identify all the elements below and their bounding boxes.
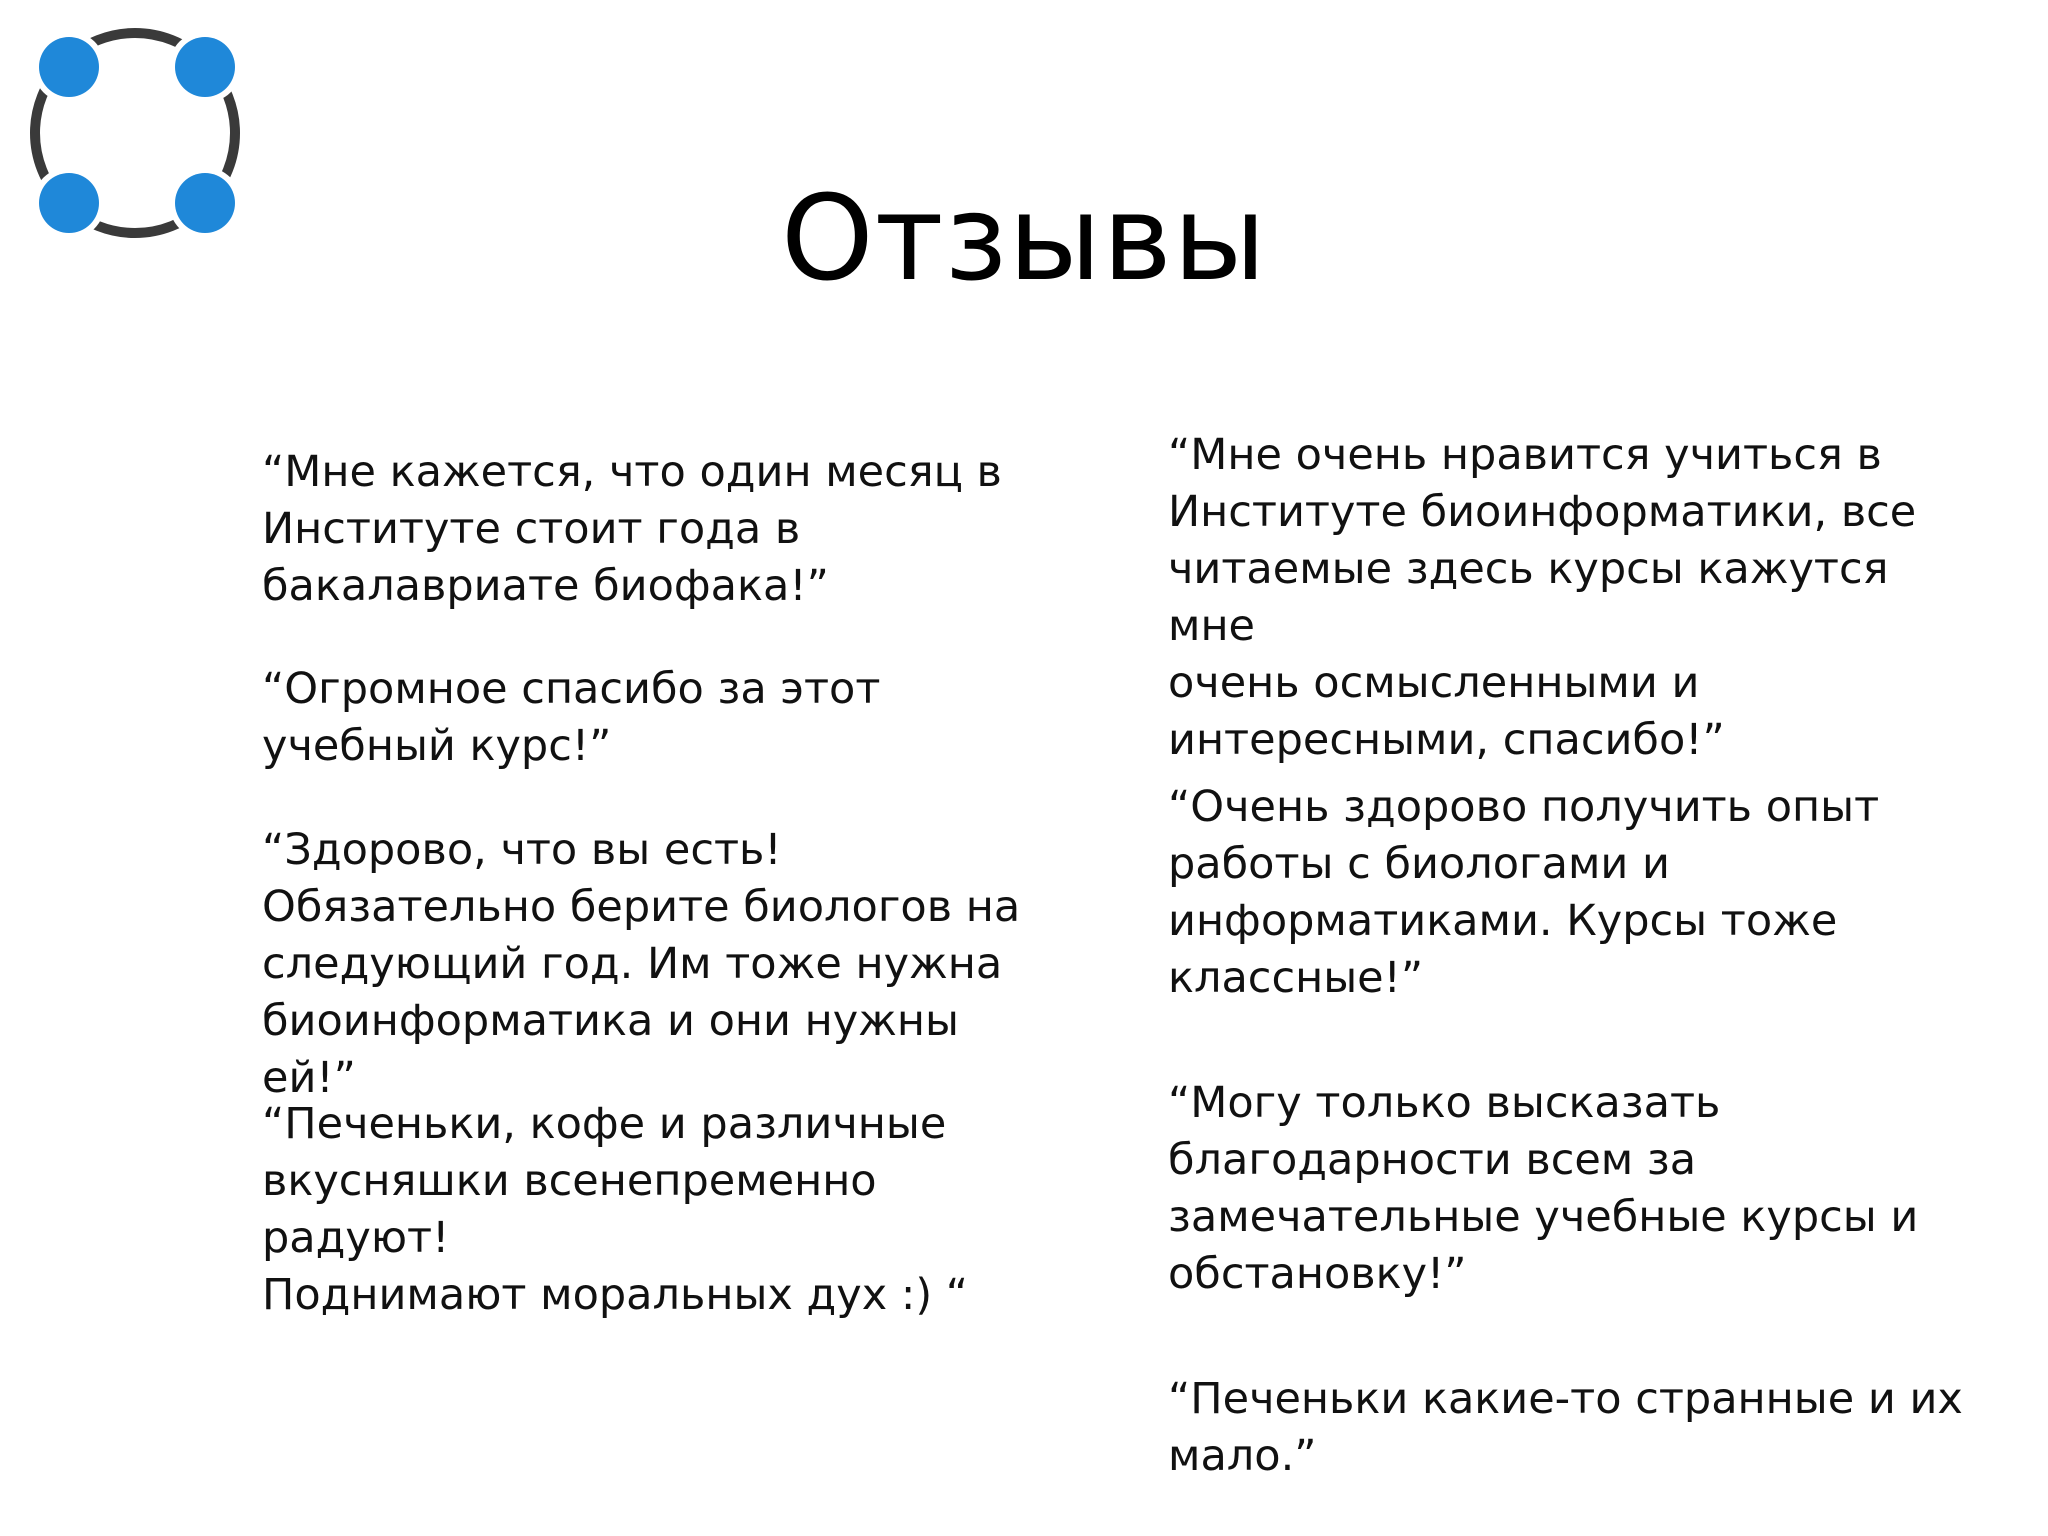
review-quote-right-3: “Могу только высказать благодарности всем за замечательные учебные курсы и обстановку!”: [1168, 1078, 1919, 1299]
review-quote-left-4: “Печеньки, кофе и различные вкусняшки всенепременно радуют! Поднимают моральных дух :) “: [262, 1099, 969, 1320]
slide-title: Отзывы: [780, 169, 1268, 307]
review-quote-right-2: “Очень здорово получить опыт работы с биологами и информатиками. Курсы тоже классные!”: [1168, 782, 1880, 1003]
review-quote-left-1: “Мне кажется, что один месяц в Институте стоит года в бакалавриате биофака!”: [262, 447, 1002, 611]
review-quote-right-1: “Мне очень нравится учиться в Институте биоинформатики, все читаемые здесь курсы кажутся мне очень осмысленными и интересными, спасибо!”: [1168, 430, 1917, 765]
review-quote-right-4: “Печеньки какие-то странные и их мало.”: [1168, 1374, 1963, 1481]
review-quote-left-2: “Огромное спасибо за этот учебный курс!”: [262, 664, 881, 771]
review-quote-left-3: “Здорово, что вы есть! Обязательно берите биологов на следующий год. Им тоже нужна биоинформатика и они нужны ей!”: [262, 825, 1021, 1103]
